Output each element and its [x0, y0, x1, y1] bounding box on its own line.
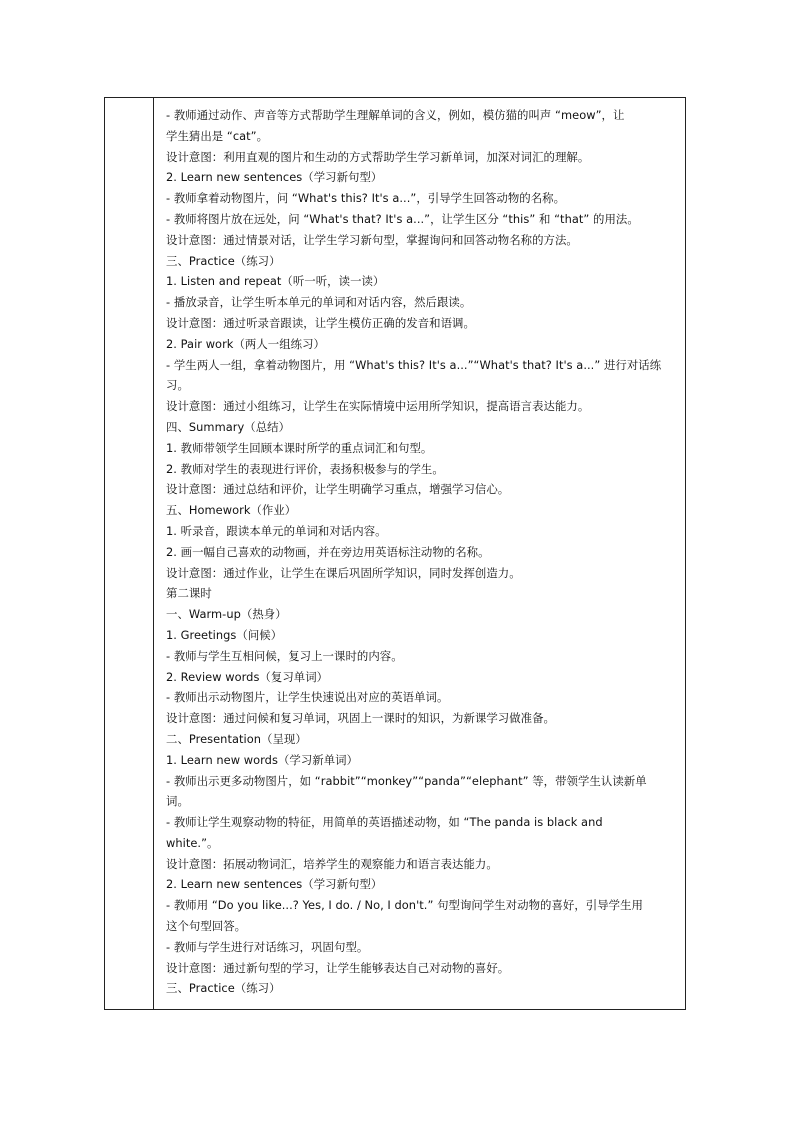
text-line: 一、Warm-up（热身）	[166, 607, 287, 622]
text-line: 三、Practice（练习）	[166, 981, 281, 996]
text-line: - 教师将图片放在远处，问 “What's that? It's a...”，让学生区分 “this” 和 “that” 的用法。	[166, 211, 639, 226]
text-line: - 教师出示动物图片，让学生快速说出对应的英语单词。	[166, 690, 449, 705]
text-line: 二、Presentation（呈现）	[166, 731, 307, 746]
text-line: 四、Summary（总结）	[166, 419, 291, 434]
text-line: - 教师与学生进行对话练习，巩固句型。	[166, 939, 369, 954]
text-line: - 播放录音，让学生听本单元的单词和对话内容，然后跟读。	[166, 295, 472, 310]
text-line: 1. 教师带领学生回顾本课时所学的重点词汇和句型。	[166, 440, 433, 455]
text-line: 1. Learn new words（学习新单词）	[166, 752, 359, 767]
text-line: 三、Practice（练习）	[166, 253, 281, 268]
text-line: 设计意图：通过听录音跟读，让学生模仿正确的发音和语调。	[166, 315, 475, 330]
text-line: 1. Greetings（问候）	[166, 627, 283, 642]
text-line: 设计意图：通过新句型的学习，让学生能够表达自己对动物的喜好。	[166, 960, 510, 975]
text-line: 2. Pair work（两人一组练习）	[166, 336, 325, 351]
text-line: 设计意图：利用直观的图片和生动的方式帮助学生学习新单词，加深对词汇的理解。	[166, 149, 590, 164]
text-line: 设计意图：通过小组练习，让学生在实际情境中运用所学知识，提高语言表达能力。	[166, 399, 590, 414]
text-line: 2. Learn new sentences（学习新句型）	[166, 877, 383, 892]
lesson-plan-table	[104, 97, 686, 1010]
text-line: 2. Review words（复习单词）	[166, 669, 329, 684]
column-divider	[153, 98, 154, 1009]
text-line: 第二课时	[166, 586, 212, 601]
text-line: white.”。	[166, 835, 219, 850]
text-line: - 学生两人一组，拿着动物图片，用 “What's this? It's a...”“What's that? It's a...” 进行对话练	[166, 357, 662, 372]
text-line: 设计意图：拓展动物词汇，培养学生的观察能力和语言表达能力。	[166, 856, 498, 871]
text-line: - 教师让学生观察动物的特征，用简单的英语描述动物，如 “The panda is black and	[166, 815, 603, 830]
text-line: 2. Learn new sentences（学习新句型）	[166, 170, 383, 185]
text-line: 2. 画一幅自己喜欢的动物画，并在旁边用英语标注动物的名称。	[166, 544, 490, 559]
text-line: - 教师与学生互相问候，复习上一课时的内容。	[166, 648, 403, 663]
text-line: - 教师拿着动物图片，问 “What's this? It's a...”，引导学生回答动物的名称。	[166, 191, 566, 206]
text-line: 习。	[166, 378, 189, 393]
text-line: 1. 听录音，跟读本单元的单词和对话内容。	[166, 523, 387, 538]
text-line: - 教师用 “Do you like...? Yes, I do. / No, I don't.” 句型询问学生对动物的喜好，引导学生用	[166, 898, 643, 913]
text-line: 五、Homework（作业）	[166, 503, 297, 518]
text-line: 2. 教师对学生的表现进行评价，表扬积极参与的学生。	[166, 461, 444, 476]
lesson-content-cell	[166, 105, 679, 1009]
text-line: - 教师出示更多动物图片，如 “rabbit”“monkey”“panda”“elephant” 等，带领学生认读新单	[166, 773, 647, 788]
text-line: 设计意图：通过情景对话，让学生学习新句型，掌握询问和回答动物名称的方法。	[166, 232, 578, 247]
text-line: 设计意图：通过总结和评价，让学生明确学习重点，增强学习信心。	[166, 482, 510, 497]
text-line: 设计意图：通过作业，让学生在课后巩固所学知识，同时发挥创造力。	[166, 565, 521, 580]
text-line: 学生猜出是 “cat”。	[166, 128, 269, 143]
text-line: - 教师通过动作、声音等方式帮助学生理解单词的含义，例如，模仿猫的叫声 “meow”，让	[166, 108, 625, 122]
text-line: 词。	[166, 794, 189, 809]
text-line: 1. Listen and repeat（听一听，读一读）	[166, 274, 385, 289]
text-line: 这个句型回答。	[166, 919, 247, 934]
text-line: 设计意图：通过问候和复习单词，巩固上一课时的知识，为新课学习做准备。	[166, 711, 555, 726]
